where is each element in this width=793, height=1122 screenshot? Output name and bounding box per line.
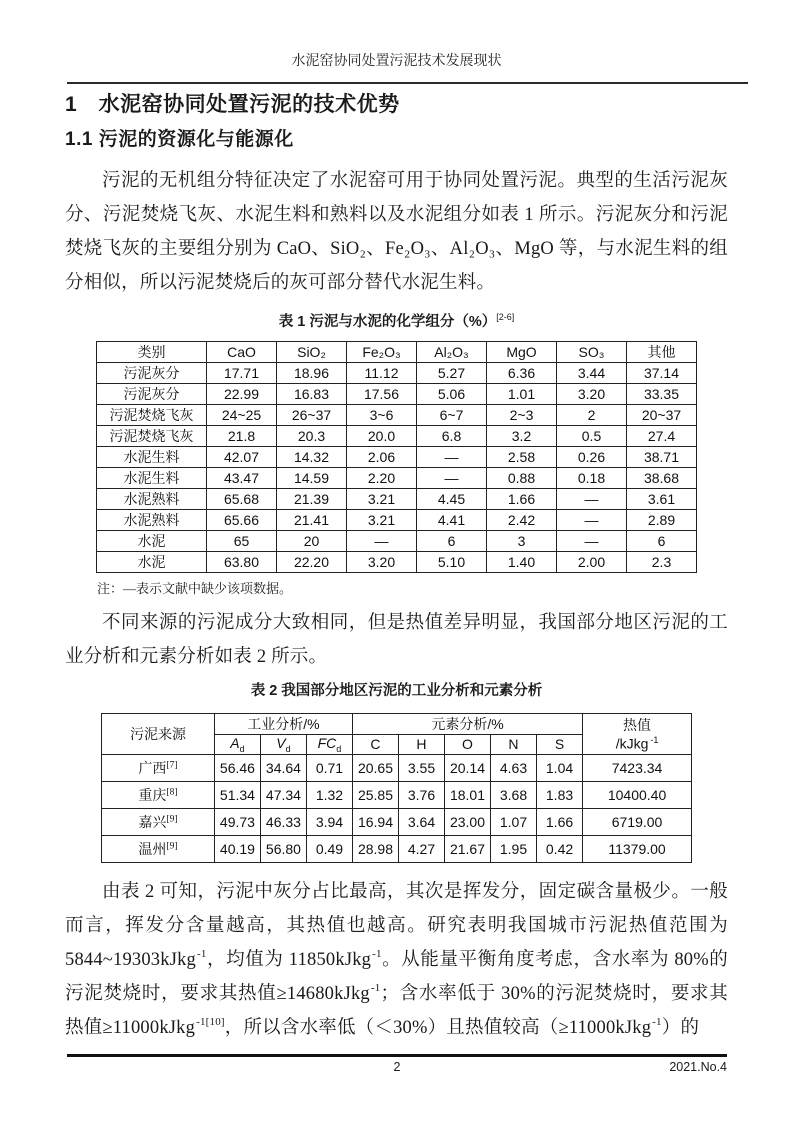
table1-value-cell: 38.68 — [627, 467, 697, 488]
page-header — [65, 52, 728, 84]
footer-issue: 2021.No.4 — [669, 1060, 727, 1074]
table1-value-cell: 33.35 — [627, 383, 697, 404]
table1-value-cell: 3.61 — [627, 488, 697, 509]
table1-value-cell: 3 — [487, 530, 557, 551]
table1-value-cell: 16.83 — [277, 383, 347, 404]
table2-value-cell: 34.64 — [260, 754, 306, 781]
table1-value-cell: 3.21 — [347, 509, 417, 530]
section-heading-1: 1 水泥窑协同处置污泥的技术优势 — [65, 93, 400, 116]
table2-value-cell: 1.66 — [536, 808, 582, 835]
table2-value-cell: 28.98 — [352, 835, 398, 862]
table2-value-cell: 3.76 — [398, 781, 444, 808]
table1-value-cell: 6.36 — [487, 362, 557, 383]
table1-value-cell: 20.0 — [347, 425, 417, 446]
running-title: 水泥窑协同处置污泥技术发展现状 — [291, 54, 502, 69]
table1-value-cell: 1.66 — [487, 488, 557, 509]
table1-value-cell: 5.27 — [417, 362, 487, 383]
table1-row — [97, 425, 697, 446]
table2-value-cell: 1.04 — [536, 754, 582, 781]
table1-category-cell: 污泥灰分 — [97, 383, 207, 404]
table2-caption: 表 2 我国部分地区污泥的工业分析和元素分析 — [250, 682, 543, 699]
table1-value-cell: 2.42 — [487, 509, 557, 530]
table2-value-cell: 4.63 — [490, 754, 536, 781]
table1-value-cell: 0.26 — [557, 446, 627, 467]
table2-value-cell: 20.14 — [444, 754, 490, 781]
table2-heat-header — [583, 713, 692, 754]
table1-value-cell: 17.56 — [347, 383, 417, 404]
table1-column-header: SiO₂ — [277, 341, 347, 362]
table1-value-cell: 2.3 — [627, 551, 697, 572]
table1-value-cell: 5.06 — [417, 383, 487, 404]
table1-value-cell: 65 — [207, 530, 277, 551]
table2-proximate-group-header: 工业分析/% — [214, 713, 352, 734]
table2-value-cell: 49.73 — [214, 808, 260, 835]
table1-value-cell: 3.44 — [557, 362, 627, 383]
footer-row — [67, 1059, 727, 1075]
table1-value-cell: 2.20 — [347, 467, 417, 488]
table1-value-cell: 22.99 — [207, 383, 277, 404]
table1-value-cell: 27.4 — [627, 425, 697, 446]
section-heading-1-1: 1.1 污泥的资源化与能源化 — [65, 129, 294, 150]
table1-value-cell: 0.88 — [487, 467, 557, 488]
table1-value-cell: 5.10 — [417, 551, 487, 572]
table1-value-cell: 42.07 — [207, 446, 277, 467]
table2-value-cell: 40.19 — [214, 835, 260, 862]
table1-row — [97, 488, 697, 509]
table2-value-cell: 1.32 — [306, 781, 352, 808]
table1-value-cell: 6 — [627, 530, 697, 551]
table1-value-cell: 2.00 — [557, 551, 627, 572]
table2-value-cell: 18.01 — [444, 781, 490, 808]
table1-value-cell: 65.68 — [207, 488, 277, 509]
table1-column-header: SO₃ — [557, 341, 627, 362]
table1-column-header: 其他 — [627, 341, 697, 362]
table2-subheader-cell: S — [536, 734, 582, 754]
table2-subheader-cell: $V_d$ — [260, 734, 306, 754]
table1-row — [97, 530, 697, 551]
table2-value-cell: 3.64 — [398, 808, 444, 835]
table2-heat-label: 热值 — [623, 717, 652, 734]
table1-value-cell: 21.39 — [277, 488, 347, 509]
table1-value-cell: 38.71 — [627, 446, 697, 467]
table1-value-cell: 0.18 — [557, 467, 627, 488]
table2-heat-unit: /kJkg $^{-1}$ — [615, 735, 659, 753]
table1-row — [97, 509, 697, 530]
table2-value-cell: 4.27 — [398, 835, 444, 862]
table1-value-cell: 6 — [417, 530, 487, 551]
table1-value-cell: 65.66 — [207, 509, 277, 530]
table2-value-cell: 46.33 — [260, 808, 306, 835]
table1-category-cell: 水泥 — [97, 530, 207, 551]
table1-value-cell: — — [557, 530, 627, 551]
table2-value-cell: 16.94 — [352, 808, 398, 835]
table1-caption-ref: [2-6] — [496, 312, 515, 322]
table2-proximate-ultimate-analysis — [101, 713, 692, 863]
table1-column-header: CaO — [207, 341, 277, 362]
table1-category-cell: 水泥熟料 — [97, 509, 207, 530]
table1-value-cell: 4.45 — [417, 488, 487, 509]
table1-value-cell: — — [417, 467, 487, 488]
table2-row — [101, 835, 691, 862]
page-footer — [67, 1054, 727, 1075]
table2-value-cell: 47.34 — [260, 781, 306, 808]
table1-row — [97, 404, 697, 425]
table1-category-cell: 水泥 — [97, 551, 207, 572]
table1-value-cell: — — [557, 509, 627, 530]
table2-group-header-row — [101, 713, 691, 734]
table2-ultimate-group-header: 元素分析/% — [352, 713, 582, 734]
table2-value-cell: 0.71 — [306, 754, 352, 781]
table1-header-row — [97, 341, 697, 362]
table1-value-cell: 2.58 — [487, 446, 557, 467]
table1-row — [97, 446, 697, 467]
table1-category-cell: 污泥灰分 — [97, 362, 207, 383]
table1-body — [97, 362, 697, 572]
table1-value-cell: 6.8 — [417, 425, 487, 446]
table1-category-cell: 污泥焚烧飞灰 — [97, 425, 207, 446]
table1-value-cell: 3.20 — [557, 383, 627, 404]
table2-value-cell: 3.94 — [306, 808, 352, 835]
table2-value-cell: 10400.40 — [583, 781, 692, 808]
table1-column-header: MgO — [487, 341, 557, 362]
table1-value-cell: 20~37 — [627, 404, 697, 425]
table1-value-cell: 6~7 — [417, 404, 487, 425]
table1-value-cell: — — [557, 488, 627, 509]
paragraph-1: 污泥的无机组分特征决定了水泥窑可用于协同处置污泥。典型的生活污泥灰分、污泥焚烧飞灰、水泥生料和熟料以及水泥组分如表 1 所示。污泥灰分和污泥焚烧飞灰的主要组分别为 CaO、SiO₂、Fe₂O₃、Al₂O₃、MgO 等，与水泥生料的组分相似，所以污泥焚烧后的灰可部分替代水泥生料。 — [65, 171, 728, 293]
table1-value-cell: 14.32 — [277, 446, 347, 467]
table2-value-cell: 11379.00 — [583, 835, 692, 862]
table1-value-cell: 37.14 — [627, 362, 697, 383]
table1-value-cell: 1.01 — [487, 383, 557, 404]
table1-value-cell: 2.89 — [627, 509, 697, 530]
table1-value-cell: 2 — [557, 404, 627, 425]
table1-value-cell: 2.06 — [347, 446, 417, 467]
table1-value-cell: 3.20 — [347, 551, 417, 572]
table1-caption — [65, 307, 728, 332]
table1-value-cell: 43.47 — [207, 467, 277, 488]
table1-value-cell: — — [417, 446, 487, 467]
table1-value-cell: 17.71 — [207, 362, 277, 383]
table1-category-header: 类别 — [97, 341, 207, 362]
table2-value-cell: 20.65 — [352, 754, 398, 781]
table1-value-cell: 1.40 — [487, 551, 557, 572]
table1-value-cell: 22.20 — [277, 551, 347, 572]
table2-heat-superscript: -1 — [650, 735, 659, 746]
table1-value-cell: 14.59 — [277, 467, 347, 488]
table1-value-cell: 3~6 — [347, 404, 417, 425]
table1-value-cell: 20 — [277, 530, 347, 551]
table1-value-cell: 3.2 — [487, 425, 557, 446]
table2-value-cell: 3.68 — [490, 781, 536, 808]
table1-column-header: Al₂O₃ — [417, 341, 487, 362]
table2-source-header: 污泥来源 — [101, 713, 214, 754]
table2-value-cell: 6719.00 — [583, 808, 692, 835]
paragraph-2: 不同来源的污泥成分大致相同，但是热值差异明显，我国部分地区污泥的工业分析和元素分析如表 2 所示。 — [65, 612, 728, 667]
table1-value-cell: 63.80 — [207, 551, 277, 572]
table2-value-cell: 56.80 — [260, 835, 306, 862]
table1-category-cell: 水泥生料 — [97, 467, 207, 488]
table1-note: 注：—表示文献中缺少该项数据。 — [97, 580, 293, 596]
table1-value-cell: 21.8 — [207, 425, 277, 446]
table1-value-cell: 4.41 — [417, 509, 487, 530]
table1-category-cell: 水泥熟料 — [97, 488, 207, 509]
table2-value-cell: 7423.34 — [583, 754, 692, 781]
table1-value-cell: 21.41 — [277, 509, 347, 530]
table2-row — [101, 781, 691, 808]
footer-rule — [67, 1054, 727, 1057]
footer-page-number: 2 — [393, 1060, 401, 1074]
table2-value-cell: 25.85 — [352, 781, 398, 808]
table2-body — [101, 754, 691, 862]
table2-value-cell: 1.95 — [490, 835, 536, 862]
table2-value-cell: 3.55 — [398, 754, 444, 781]
table2-value-cell: 1.83 — [536, 781, 582, 808]
table1-category-cell: 水泥生料 — [97, 446, 207, 467]
table1-value-cell: — — [347, 530, 417, 551]
table2-value-cell: 56.46 — [214, 754, 260, 781]
table1-value-cell: 11.12 — [347, 362, 417, 383]
table1-category-cell: 污泥焚烧飞灰 — [97, 404, 207, 425]
table1-row — [97, 551, 697, 572]
table2-value-cell: 0.49 — [306, 835, 352, 862]
table1-column-header: Fe₂O₃ — [347, 341, 417, 362]
table1-row — [97, 362, 697, 383]
table2-source-cell: 重庆[8] — [101, 781, 214, 808]
table1-value-cell: 26~37 — [277, 404, 347, 425]
table1-chemical-composition — [96, 341, 697, 573]
paragraph-3: 由表 2 可知，污泥中灰分占比最高，其次是挥发分，固定碳含量极少。一般而言，挥发分含量越高，其热值也越高。研究表明我国城市污泥热值范围为5844~19303kJkg$^{-1}$，均值为 11850kJkg$^{-1}$。从能量平衡角度考虑，含水率为 80%的污泥焚烧时，要求其热值≥14680kJkg$^{-1}$；含水率低于 30%的污泥焚烧时，要求其热值≥11000kJkg$^{-1[10]}$，所以含水率低（＜30%）且热值较高（≥11000kJkg$^{-1}$）的 — [65, 881, 728, 1038]
table2-subheader-cell: N — [490, 734, 536, 754]
table2-value-cell: 21.67 — [444, 835, 490, 862]
table2-value-cell: 1.07 — [490, 808, 536, 835]
table2-row — [101, 808, 691, 835]
table2-subheader-cell: O — [444, 734, 490, 754]
table2-source-cell: 嘉兴[9] — [101, 808, 214, 835]
table2-row — [101, 754, 691, 781]
table2-source-cell: 温州[9] — [101, 835, 214, 862]
table1-row — [97, 383, 697, 404]
table2-subheader-cell: $FC_d$ — [306, 734, 352, 754]
table2-subheader-cell: H — [398, 734, 444, 754]
table1-value-cell: 18.96 — [277, 362, 347, 383]
table2-value-cell: 51.34 — [214, 781, 260, 808]
table1-caption-text: 表 1 污泥与水泥的化学组分（%） — [278, 313, 497, 330]
table1-value-cell: 2~3 — [487, 404, 557, 425]
header-rule — [67, 82, 748, 84]
table1-value-cell: 24~25 — [207, 404, 277, 425]
table1-row — [97, 467, 697, 488]
table2-value-cell: 23.00 — [444, 808, 490, 835]
table2-source-cell: 广西[7] — [101, 754, 214, 781]
table2-subheader-cell: $A_d$ — [214, 734, 260, 754]
table2-subheader-cell: C — [352, 734, 398, 754]
table1-value-cell: 0.5 — [557, 425, 627, 446]
table1-value-cell: 3.21 — [347, 488, 417, 509]
table1-value-cell: 20.3 — [277, 425, 347, 446]
table2-value-cell: 0.42 — [536, 835, 582, 862]
